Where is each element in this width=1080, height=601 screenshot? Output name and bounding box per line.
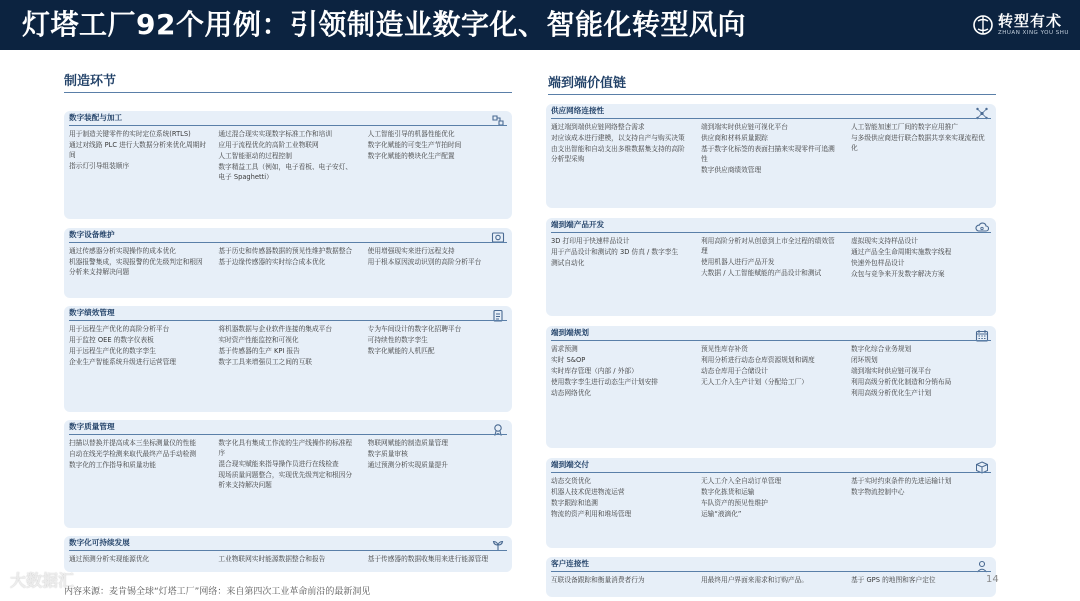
use-case-item: 实时资产性能监控和可视化 (218, 336, 299, 344)
use-case-item: 数字化具有集成工作流的生产线操作的标准程序 (218, 439, 353, 457)
use-case-item: 人工智能加速工厂间的数字应用推广 (851, 123, 958, 131)
customer-icon (975, 558, 989, 571)
right-column-rule (548, 94, 996, 95)
use-case-item: 闭环规划 (851, 356, 878, 364)
use-case-item: 对应该成本进行建模，以支持自产与购买决策 (551, 134, 685, 142)
use-case-item: 专为车间设计的数字化招聘平台 (367, 325, 462, 333)
section-title: 数字装配与加工 (69, 113, 123, 122)
left-column-rule (64, 92, 512, 93)
section-column (69, 554, 208, 565)
section-rule (551, 118, 991, 119)
section-column (368, 324, 507, 368)
use-case-item: 快速外包样品设计 (851, 259, 905, 267)
section-header (64, 306, 512, 320)
use-case-item: 人工智能引导的机器性能优化 (367, 130, 455, 138)
section-title: 端到端规划 (551, 328, 589, 337)
section-rule (69, 434, 507, 435)
section-header (546, 557, 996, 571)
section-digital-performance (64, 306, 512, 412)
section-column (218, 129, 357, 183)
section-column (851, 236, 991, 280)
use-case-item: 大数据 / 人工智能赋能的产品设计和测试 (701, 269, 822, 277)
use-case-item: 基于实时约束条件的先进运输计划 (851, 477, 952, 485)
section-body (546, 571, 996, 586)
logo (972, 7, 1069, 43)
use-case-item: 通过预测分析实现能源优化 (69, 555, 150, 563)
section-body (546, 232, 996, 280)
section-column (218, 438, 357, 491)
use-case-item: 端到端实时供应链可视平台 (851, 367, 932, 375)
use-case-item: 数字质量审核 (367, 450, 408, 458)
use-case-item: 预见性库存补货 (701, 345, 748, 353)
section-column (701, 575, 841, 586)
header-bar (0, 0, 1080, 50)
section-column (69, 438, 208, 491)
use-case-item: 物联网赋能的制造质量管理 (367, 439, 448, 447)
use-case-item: 用于根本原因波动识别的高阶分析平台 (367, 258, 482, 266)
use-case-item: 数字物流控制中心 (851, 488, 905, 496)
section-digital-assembly (64, 111, 512, 219)
use-case-item: 数字化综合业务规划 (851, 345, 912, 353)
section-header (546, 218, 996, 232)
use-case-item: 运输“液滴化” (701, 510, 742, 518)
use-case-item: 用于产品设计和测试的 3D 仿真 / 数字孪生 (551, 248, 679, 256)
use-case-item: 测试自动化 (551, 259, 585, 267)
section-column (368, 129, 507, 183)
section-rule (551, 571, 991, 572)
use-case-item: 动态网络优化 (551, 389, 592, 397)
use-case-item: 用于远程生产优化的高阶分析平台 (69, 325, 170, 333)
section-rule (69, 320, 507, 321)
use-case-item: 机器人技术促进物流运营 (551, 488, 625, 496)
use-case-item: 通过产品全生命周期实施数字线程 (851, 248, 952, 256)
section-column (701, 236, 841, 280)
section-header (64, 111, 512, 125)
use-case-item: 基于 GPS 的地图和客户定位 (851, 576, 936, 584)
use-case-item: 实时库存管理（内部 / 外部） (551, 367, 638, 375)
use-case-item: 实时 S&OP (551, 356, 586, 364)
section-column (218, 324, 357, 368)
use-case-item: 供应商和材料质量跟踪 (701, 134, 768, 142)
use-case-item: 人工智能驱动的过程控制 (218, 152, 292, 160)
section-body (64, 125, 512, 183)
use-case-item: 基于传感器的数据收集用来进行能源管理 (367, 555, 489, 563)
watermark: 大数据汇 (10, 571, 75, 590)
section-column (551, 236, 691, 280)
use-case-item: 使用机器人进行产品开发 (701, 258, 775, 266)
use-case-item: 数字化赋能的人机匹配 (367, 347, 435, 355)
use-case-item: 指示灯引导组装顺序 (69, 162, 130, 170)
page-number: 14 (986, 574, 999, 585)
use-case-item: 基于边缘传感器的实时综合成本优化 (218, 258, 326, 266)
section-rule (551, 340, 991, 341)
section-digital-maintenance (64, 228, 512, 298)
section-column (368, 438, 507, 491)
section-rule (69, 242, 507, 243)
section-column (69, 246, 208, 278)
section-body (546, 340, 996, 399)
logo-name: 转型有术 (998, 12, 1063, 30)
use-case-item: 混合现实赋能来指导操作员进行在线检查 (218, 460, 339, 468)
use-case-item: 数字化的工作指导和质量功能 (69, 461, 156, 469)
logo-mark-icon (972, 13, 994, 37)
use-case-item: 车队资产的预见性维护 (701, 499, 768, 507)
network-icon (975, 105, 989, 118)
section-column (218, 246, 357, 278)
maintenance-icon (491, 229, 505, 242)
use-case-item: 动态交货优化 (551, 477, 592, 485)
use-case-item: 通过预测分析实现质量提升 (367, 461, 448, 469)
section-header (64, 420, 512, 434)
section-title: 端到端交付 (551, 460, 589, 469)
section-column (851, 476, 991, 520)
section-column (851, 575, 991, 586)
use-case-item: 端到端实时供应链可视化平台 (701, 123, 788, 131)
use-case-item: 用最终用户界面来需求和订购产品。 (701, 576, 808, 584)
section-delivery (546, 458, 996, 548)
section-title: 数字化可持续发展 (69, 538, 130, 547)
use-case-item: 数字精益工具（例如，电子看板、电子安灯、电子 Spaghetti） (218, 163, 353, 181)
assembly-icon (491, 112, 505, 125)
section-title: 端到端产品开发 (551, 220, 605, 229)
section-digital-sustainability (64, 536, 512, 572)
section-column (551, 575, 691, 586)
section-title: 供应网络连接性 (551, 106, 605, 115)
use-case-item: 虚拟现实支持样品设计 (851, 237, 918, 245)
use-case-item: 工业物联网实时能源数据整合和报告 (218, 555, 326, 563)
use-case-item: 基于数字化标签的表面扫描来实现零件可追溯性 (701, 145, 835, 163)
section-column (851, 344, 991, 399)
section-column (551, 476, 691, 520)
section-planning (546, 326, 996, 448)
use-case-item: 3D 打印用于快速样品设计 (551, 237, 630, 245)
section-column (551, 344, 691, 399)
section-column (701, 122, 841, 176)
section-column (368, 554, 507, 565)
section-rule (551, 232, 991, 233)
section-rule (551, 472, 991, 473)
section-header (64, 228, 512, 242)
use-case-item: 数字工具来增强员工之间的互联 (218, 358, 312, 366)
use-case-item: 自动在线光学检测来取代最终产品手动检测 (69, 450, 197, 458)
section-column (551, 122, 691, 176)
section-title: 数字质量管理 (69, 422, 115, 431)
use-case-item: 扫描以替换并提高成本三坐标测量仪的性能 (69, 439, 197, 447)
logo-subtitle: ZHUAN XING YOU SHU (998, 30, 1069, 36)
section-column (69, 324, 208, 368)
section-body (546, 472, 996, 520)
box-icon (975, 459, 989, 472)
use-case-item: 企业生产智能系统升级进行运营管理 (69, 358, 176, 366)
use-case-item: 数字化拣货和运输 (701, 488, 755, 496)
left-column-title: 制造环节 (64, 74, 117, 89)
use-case-item: 由支出智能和自动支出多维数据集支持的高阶分析型采购 (551, 145, 685, 163)
use-case-item: 用于监控 OEE 的数字仪表板 (69, 336, 154, 344)
right-column-title: 端到端价值链 (548, 76, 627, 91)
use-case-item: 数字化赋能的可变生产节拍时间 (367, 141, 462, 149)
section-body (64, 242, 512, 278)
use-case-item: 数字供应商绩效管理 (701, 166, 762, 174)
use-case-item: 利用高级分析优化制造和分销布局 (851, 378, 952, 386)
use-case-item: 基于传感器的生产 KPI 报告 (218, 347, 300, 355)
sustainability-icon (491, 537, 505, 550)
section-body (546, 118, 996, 176)
section-product-development (546, 218, 996, 316)
page-title: 灯塔工厂92个用例：引领制造业数字化、智能化转型风向 (22, 8, 746, 41)
use-case-item: 用于制造关键零件的实时定位系统(RTLS) (69, 130, 191, 138)
use-case-item: 现场质量问题整合，实现优先级判定和根因分析来支持解决问题 (218, 471, 353, 489)
use-case-item: 众包与竞争来开发数字解决方案 (851, 270, 945, 278)
use-case-item: 可持续性的数字孪生 (367, 336, 428, 344)
section-title: 数字设备维护 (69, 230, 115, 239)
use-case-item: 无人工介入全自动订单管理 (701, 477, 782, 485)
use-case-item: 数字化赋能的模块化生产配置 (367, 152, 455, 160)
section-rule (69, 125, 507, 126)
use-case-item: 使用增强现实来进行远程支持 (367, 247, 455, 255)
use-case-item: 与多级供应商进行联合数据共享来实现流程优化 (851, 134, 985, 152)
section-header (546, 458, 996, 472)
section-body (64, 434, 512, 491)
section-title: 数字绩效管理 (69, 308, 115, 317)
quality-icon (491, 421, 505, 434)
use-case-item: 需求预测 (551, 345, 578, 353)
use-case-item: 通过端到端供应链网络整合需求 (551, 123, 645, 131)
use-case-item: 利用分析进行动态仓库资源规划和调度 (701, 356, 815, 364)
section-column (701, 476, 841, 520)
clipboard-icon (491, 307, 505, 320)
use-case-item: 利用高阶分析对从创意到上市全过程的绩效管理 (701, 237, 835, 255)
use-case-item: 将机器数据与企业软件连接的集成平台 (218, 325, 333, 333)
section-column (69, 129, 208, 183)
section-column (851, 122, 991, 176)
use-case-item: 动态仓库用于合储设计 (701, 367, 768, 375)
use-case-item: 互联设备跟踪和衡量消费者行为 (551, 576, 645, 584)
source-note: 内容来源：麦肯锡全球“灯塔工厂”网络：来自第四次工业革命前沿的最新洞见 (64, 587, 371, 597)
section-header (546, 326, 996, 340)
calendar-icon (975, 327, 989, 340)
section-column (368, 246, 507, 278)
use-case-item: 通过对线路 PLC 进行大数据分析来优化周期时间 (69, 141, 207, 159)
section-body (64, 550, 512, 565)
use-case-item: 通过传感器分析实现操作的成本优化 (69, 247, 176, 255)
use-case-item: 用于远程生产优化的数字孪生 (69, 347, 156, 355)
section-supply-network (546, 104, 996, 208)
use-case-item: 数字跟踪和追溯 (551, 499, 598, 507)
use-case-item: 应用于流程优化的高阶工业物联网 (218, 141, 319, 149)
section-column (218, 554, 357, 565)
section-body (64, 320, 512, 368)
use-case-item: 机器报警集成，实现报警的优先级判定和根因分析来支持解决问题 (69, 258, 203, 276)
section-customer-connectivity (546, 557, 996, 597)
use-case-item: 通过混合现实实现数字标准工作和培训 (218, 130, 333, 138)
use-case-item: 物流的资产利用和堆场管理 (551, 510, 632, 518)
section-digital-quality (64, 420, 512, 528)
section-header (546, 104, 996, 118)
cloud-gear-icon (975, 219, 989, 232)
use-case-item: 基于历史和传感器数据的预见性维护数据整合 (218, 247, 353, 255)
section-column (701, 344, 841, 399)
use-case-item: 利用高级分析优化生产计划 (851, 389, 932, 397)
section-title: 客户连接性 (551, 559, 589, 568)
section-header (64, 536, 512, 550)
section-rule (69, 550, 507, 551)
use-case-item: 无人工介入生产计划（分配给工厂） (701, 378, 808, 386)
use-case-item: 使用数字孪生进行动态生产计划安排 (551, 378, 658, 386)
